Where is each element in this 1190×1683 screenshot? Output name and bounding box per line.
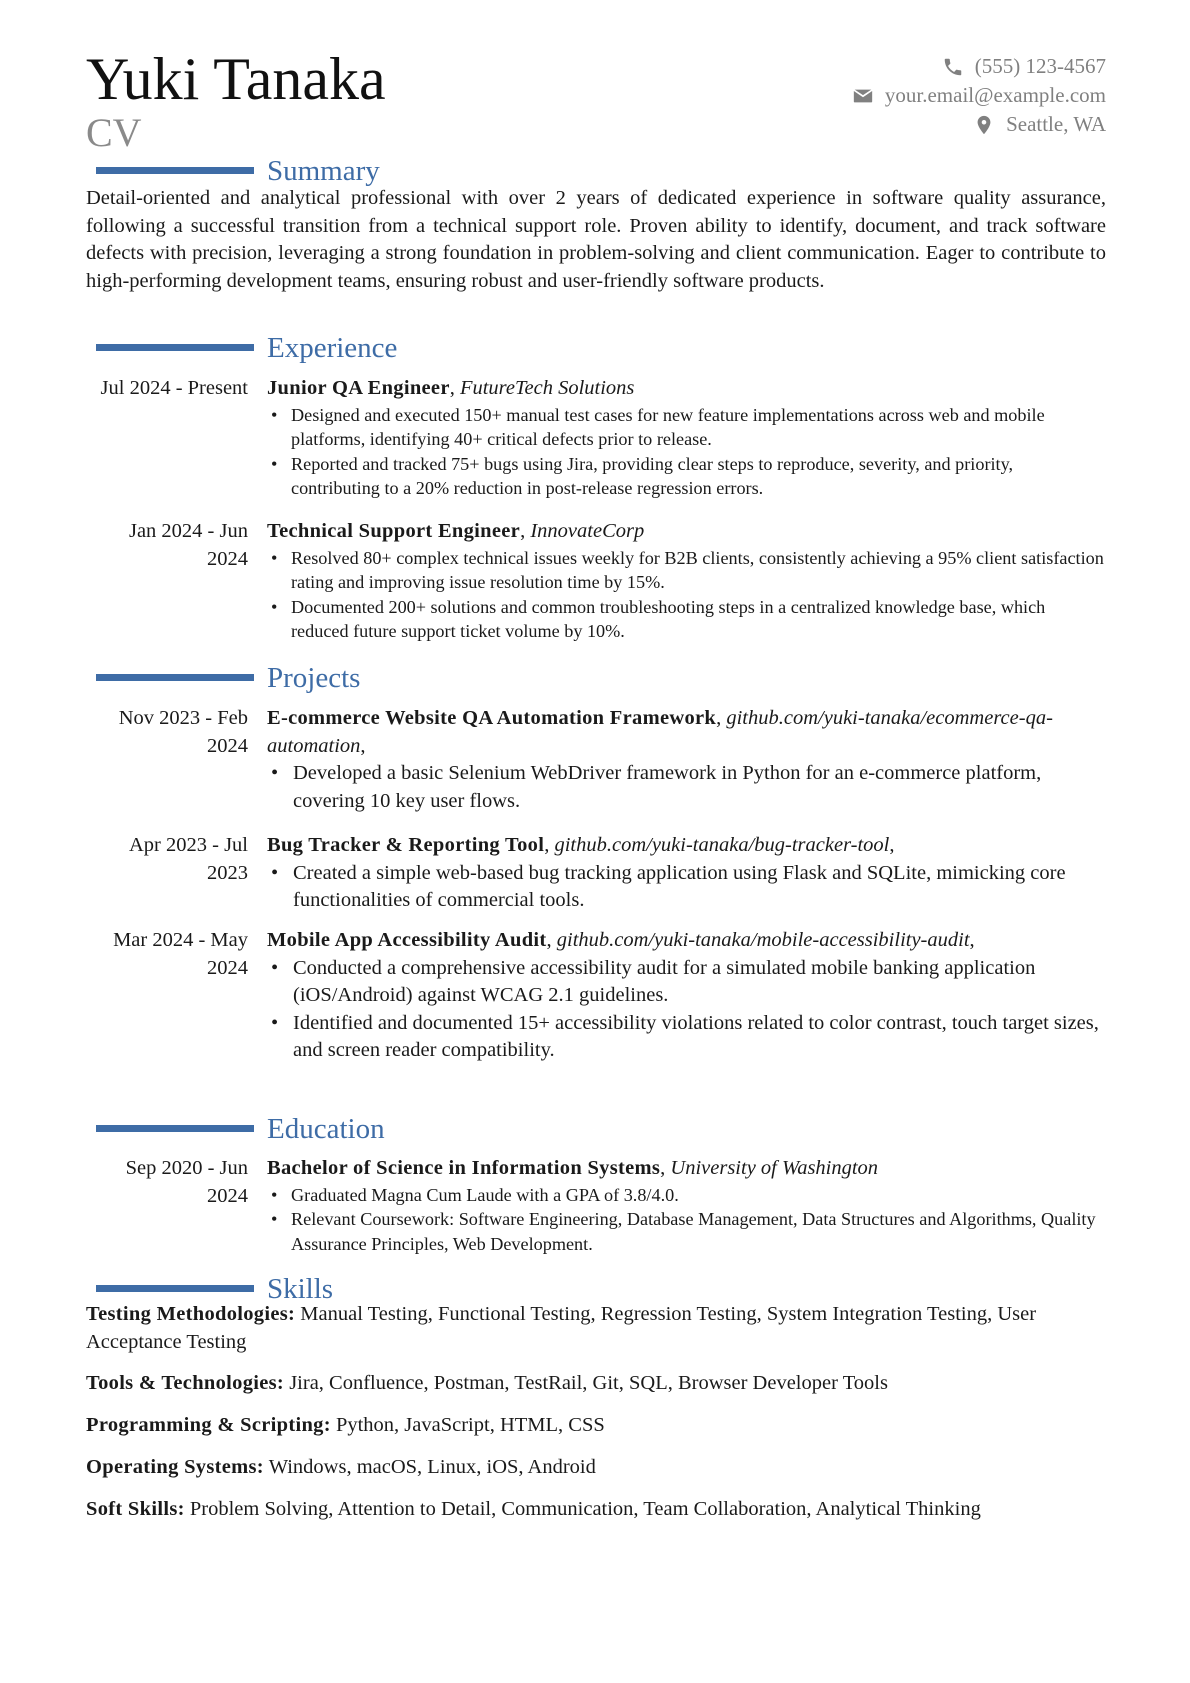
project-name: E-commerce Website QA Automation Framework: [267, 707, 717, 729]
list-item: • Relevant Coursework: Software Engineering, Database Management, Data Structures and Algorithms, Quality Assurance Principles, Web Development.: [267, 1207, 1106, 1256]
phone-icon: [941, 55, 965, 79]
entry-bullets: [267, 760, 1106, 815]
entry-role: Technical Support Engineer: [267, 520, 521, 542]
entry-date: Jan 2024 - Jun 2024: [128, 520, 248, 570]
list-item: • Resolved 80+ complex technical issues weekly for B2B clients, consistently achieving a 95% client satisfaction rating and improving issue resolution time by 15%.: [267, 546, 1106, 595]
list-item: • Developed a basic Selenium WebDriver framework in Python for an e-commerce platform, covering 10 key user flows.: [267, 760, 1106, 815]
entry-heading: Mobile App Accessibility Audit, github.com/yuki-tanaka/mobile-accessibility-audit,: [267, 929, 975, 951]
entry-bullets: [267, 860, 1106, 915]
entry-heading: E-commerce Website QA Automation Framework, github.com/yuki-tanaka/ecommerce-qa-automation,: [267, 707, 1053, 757]
section-bar: [96, 1285, 254, 1292]
entry-role: Junior QA Engineer: [267, 377, 450, 399]
list-item: • Designed and executed 150+ manual test cases for new feature implementations across web and mobile platforms, identifying 40+ critical defects prior to release.: [267, 403, 1106, 452]
document-subtitle: CV: [86, 110, 142, 155]
section-projects: [86, 660, 1106, 696]
contact-block: [851, 52, 1106, 139]
project-name: Mobile App Accessibility Audit: [267, 929, 547, 951]
skill-label: Programming & Scripting:: [86, 1414, 331, 1436]
entry-date: Jul 2024 - Present: [100, 377, 248, 399]
phone-text[interactable]: (555) 123-4567: [974, 54, 1106, 78]
entry-heading: Junior QA Engineer, FutureTech Solutions: [267, 377, 635, 399]
entry-heading: Technical Support Engineer, InnovateCorp: [267, 520, 645, 542]
contact-location: [851, 110, 1106, 139]
section-title: Summary: [267, 155, 380, 187]
list-item: • Conducted a comprehensive accessibility audit for a simulated mobile banking application (iOS/Android) against WCAG 2.1 guidelines.: [267, 955, 1106, 1010]
person-name: Yuki Tanaka: [86, 46, 386, 112]
skill-label: Tools & Technologies:: [86, 1372, 285, 1394]
section-title: Education: [267, 1113, 385, 1145]
degree-name: Bachelor of Science in Information Systems: [267, 1157, 661, 1179]
section-title: Experience: [267, 332, 398, 364]
project-link[interactable]: github.com/yuki-tanaka/ecommerce-qa-automation: [267, 707, 1053, 757]
entry-date: Sep 2020 - Jun 2024: [125, 1157, 248, 1207]
entry-bullets: [267, 955, 1106, 1065]
skill-row: [86, 1301, 1106, 1356]
skill-row: [86, 1496, 1106, 1524]
entry-date: Mar 2024 - May 2024: [113, 929, 248, 979]
list-item: • Reported and tracked 75+ bugs using Jira, providing clear steps to reproduce, severity, and priority, contributing to a 20% reduction in post-release regression errors.: [267, 452, 1106, 501]
entry-date: Apr 2023 - Jul 2023: [128, 834, 248, 884]
skill-row: [86, 1454, 1106, 1482]
project-name: Bug Tracker & Reporting Tool: [267, 834, 545, 856]
email-text[interactable]: your.email@example.com: [884, 83, 1106, 107]
skill-row: [86, 1412, 1106, 1440]
project-link[interactable]: github.com/yuki-tanaka/bug-tracker-tool: [554, 834, 890, 856]
list-item: • Identified and documented 15+ accessibility violations related to color contrast, touch target sizes, and screen reader compatibility.: [267, 1010, 1106, 1065]
location-pin-icon: [972, 113, 996, 137]
skill-value: Jira, Confluence, Postman, TestRail, Git, SQL, Browser Developer Tools: [289, 1372, 888, 1394]
section-experience: [86, 330, 1106, 366]
list-item: • Documented 200+ solutions and common troubleshooting steps in a centralized knowledge base, which reduced future support ticket volume by 10%.: [267, 595, 1106, 644]
list-item: • Created a simple web-based bug tracking application using Flask and SQLite, mimicking core functionalities of commercial tools.: [267, 860, 1106, 915]
summary-text: Detail-oriented and analytical professional with over 2 years of dedicated experience in software quality assurance, following a successful transition from a technical support role. Proven ability to identify, document, and track software defects with precision, leveraging a strong foundation in problem-solving and client communication. Eager to contribute to high-performing development teams, ensuring robust and user-friendly software products.: [86, 187, 1106, 292]
contact-phone: [851, 52, 1106, 81]
contact-email: [851, 81, 1106, 110]
section-education: [86, 1111, 1106, 1147]
skill-value: Windows, macOS, Linux, iOS, Android: [268, 1456, 596, 1478]
skill-row: [86, 1370, 1106, 1398]
school-name: University of Washington: [670, 1157, 879, 1179]
entry-date: Nov 2023 - Feb 2024: [118, 707, 248, 757]
entry-bullets: [267, 1183, 1106, 1257]
entry-heading: Bachelor of Science in Information Systems, University of Washington: [267, 1157, 879, 1179]
section-bar: [96, 674, 254, 681]
entry-org: InnovateCorp: [530, 520, 645, 542]
skill-value: Manual Testing, Functional Testing, Regression Testing, System Integration Testing, User Acceptance Testing: [86, 1303, 1037, 1353]
skill-label: Operating Systems:: [86, 1456, 264, 1478]
entry-bullets: [267, 546, 1106, 644]
skill-value: Problem Solving, Attention to Detail, Communication, Team Collaboration, Analytical Thinking: [189, 1498, 981, 1520]
section-title: Skills: [267, 1273, 334, 1305]
section-title: Projects: [267, 662, 361, 694]
cv-page: [86, 0, 1106, 1683]
project-link[interactable]: github.com/yuki-tanaka/mobile-accessibility-audit: [556, 929, 970, 951]
section-summary: [86, 153, 1106, 189]
entry-bullets: [267, 403, 1106, 501]
list-item: • Graduated Magna Cum Laude with a GPA of 3.8/4.0.: [267, 1183, 1106, 1208]
skill-label: Soft Skills:: [86, 1498, 185, 1520]
section-bar: [96, 344, 254, 351]
section-bar: [96, 1125, 254, 1132]
envelope-icon: [851, 84, 875, 108]
section-bar: [96, 167, 254, 174]
skill-value: Python, JavaScript, HTML, CSS: [335, 1414, 605, 1436]
entry-heading: Bug Tracker & Reporting Tool, github.com/yuki-tanaka/bug-tracker-tool,: [267, 834, 895, 856]
location-text: Seattle, WA: [1006, 112, 1106, 136]
entry-org: FutureTech Solutions: [459, 377, 635, 399]
skill-label: Testing Methodologies:: [86, 1303, 296, 1325]
